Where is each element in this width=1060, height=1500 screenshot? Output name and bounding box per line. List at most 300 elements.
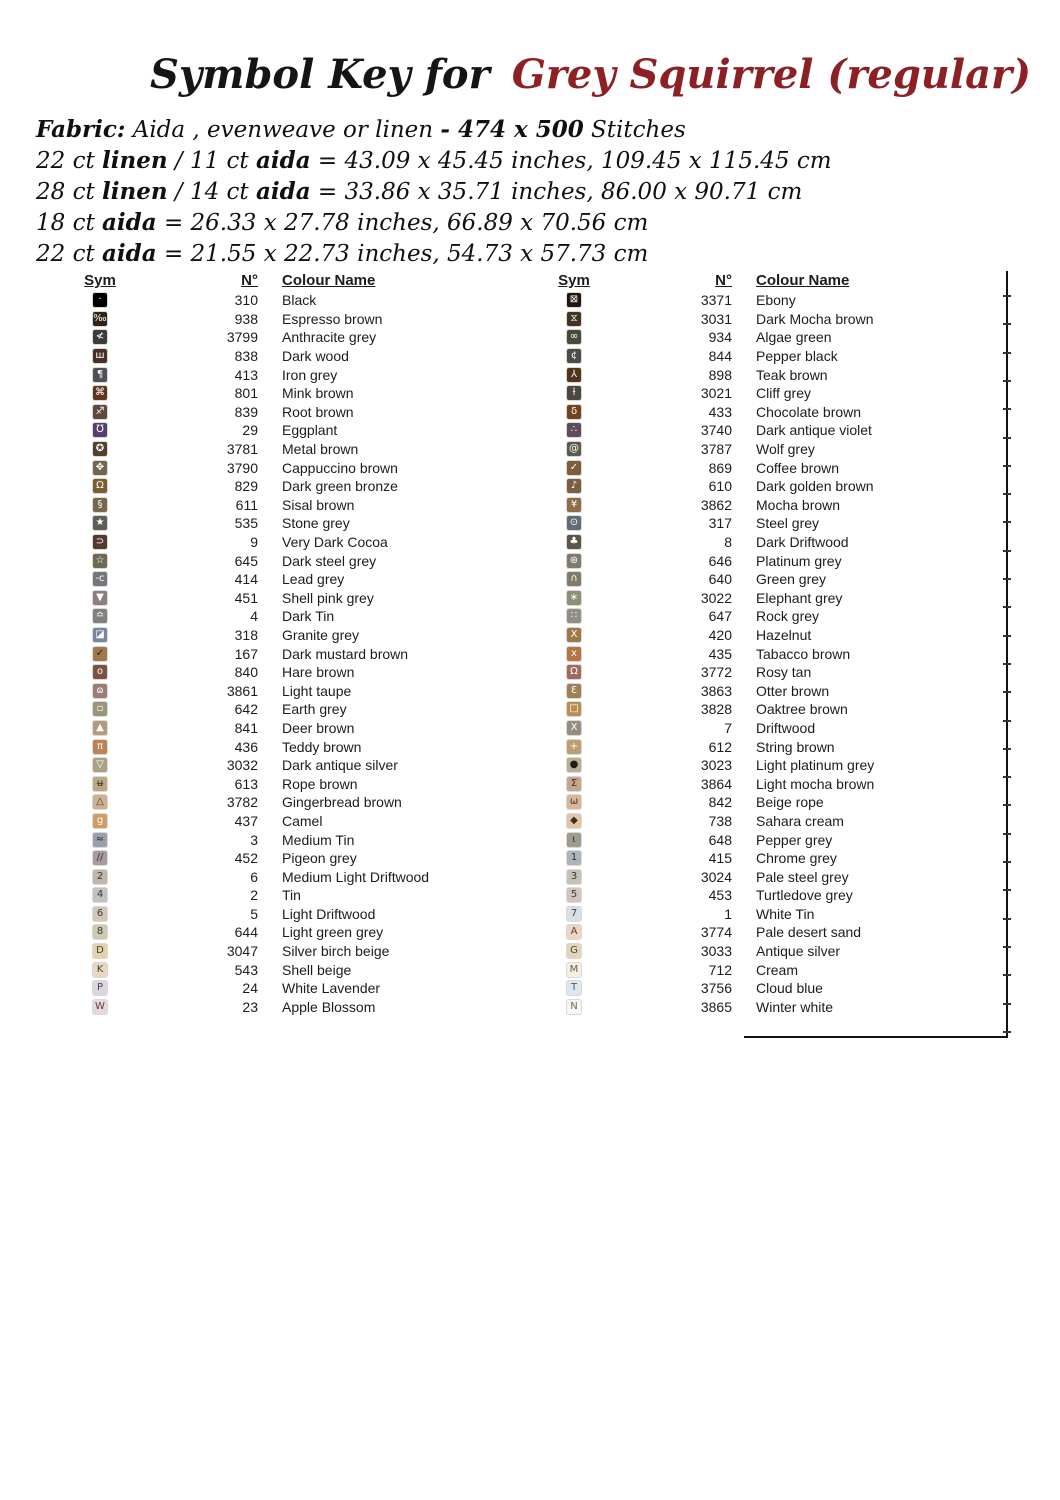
page-edge-line-vertical — [1006, 271, 1008, 1037]
symbol-swatch: ● — [567, 758, 581, 772]
symbol-row — [552, 756, 972, 775]
floss-number: 647 — [708, 608, 732, 625]
floss-number: 841 — [234, 719, 258, 736]
floss-number: 3740 — [700, 422, 732, 439]
symbol-row — [78, 942, 498, 961]
symbol-row — [552, 384, 972, 403]
symbol-cell — [552, 312, 596, 326]
symbol-cell — [78, 498, 122, 512]
floss-number: 543 — [234, 961, 258, 978]
symbol-cell — [552, 293, 596, 307]
floss-number: 3024 — [700, 868, 732, 885]
floss-number: 934 — [708, 329, 732, 346]
symbol-swatch: ≮ — [93, 330, 107, 344]
symbol-swatch: ⧖ — [567, 312, 581, 326]
floss-number: 3031 — [700, 310, 732, 327]
symbol-row — [552, 291, 972, 310]
floss-number: 24 — [242, 980, 258, 997]
edge-tick — [1003, 635, 1011, 637]
symbol-table-left — [78, 270, 498, 1016]
colour-name: Earth grey — [282, 701, 347, 718]
colour-name: Winter white — [756, 998, 834, 1015]
fabric-info — [36, 114, 936, 269]
symbol-cell — [552, 591, 596, 605]
floss-number: 7 — [724, 719, 732, 736]
symbol-swatch: ∷ — [567, 609, 581, 623]
colour-name: White Tin — [756, 905, 815, 922]
colour-name: Shell pink grey — [282, 589, 374, 606]
fabric-text-segment: 18 ct — [36, 210, 103, 236]
symbol-row — [552, 923, 972, 942]
symbol-cell — [78, 814, 122, 828]
colour-name: Pale steel grey — [756, 868, 849, 885]
colour-name: Cappuccino brown — [282, 459, 398, 476]
floss-number: 414 — [234, 571, 258, 588]
symbol-cell — [552, 740, 596, 754]
symbol-row — [78, 328, 498, 347]
fabric-text-segment: linen — [102, 147, 168, 174]
symbol-swatch: 5 — [567, 888, 581, 902]
symbol-swatch: Ɛ — [567, 684, 581, 698]
page-title — [150, 51, 1032, 98]
colour-name: Eggplant — [282, 422, 338, 439]
colour-name: Tin — [282, 887, 301, 904]
symbol-row — [78, 793, 498, 812]
symbol-swatch: ◆ — [567, 814, 581, 828]
floss-number: 3756 — [700, 980, 732, 997]
symbol-cell — [552, 814, 596, 828]
symbol-row — [552, 849, 972, 868]
header-sym: Sym — [84, 272, 116, 289]
symbol-row — [78, 291, 498, 310]
symbol-swatch: @ — [569, 443, 579, 455]
symbol-swatch: ▽ — [93, 758, 107, 772]
colour-name: Pigeon grey — [282, 850, 357, 867]
floss-number: 433 — [708, 403, 732, 420]
colour-name: Chocolate brown — [756, 403, 862, 420]
symbol-cell — [78, 647, 122, 661]
symbol-swatch: 7 — [567, 907, 581, 921]
colour-name: Metal brown — [282, 441, 359, 458]
symbol-row — [552, 496, 972, 515]
edge-tick — [1003, 861, 1011, 863]
symbol-swatch: Σ — [567, 777, 581, 791]
symbol-row — [552, 328, 972, 347]
title-pattern-name: Grey Squirrel (regular) — [511, 51, 1032, 98]
symbol-cell — [552, 368, 596, 382]
floss-number: 535 — [234, 515, 258, 532]
edge-tick — [1003, 493, 1011, 495]
fabric-text-segment: aida — [255, 147, 311, 174]
floss-number: 5 — [250, 905, 258, 922]
floss-number: 318 — [234, 626, 258, 643]
colour-name: Green grey — [756, 571, 827, 588]
symbol-cell — [552, 609, 596, 623]
symbol-swatch: ω — [567, 795, 581, 809]
symbol-cell — [78, 479, 122, 493]
symbol-swatch: ‰ — [93, 312, 107, 324]
symbol-cell — [78, 944, 122, 958]
symbol-row — [552, 942, 972, 961]
symbol-cell — [552, 944, 596, 958]
edge-tick — [1003, 550, 1011, 552]
header-colour-name: Colour Name — [282, 272, 376, 289]
edge-tick — [1003, 1003, 1011, 1005]
symbol-row — [552, 960, 972, 979]
symbol-row — [78, 774, 498, 793]
colour-name: Platinum grey — [756, 552, 842, 569]
symbol-swatch: ¶ — [93, 368, 107, 382]
symbol-swatch: □ — [567, 702, 581, 716]
table-header-row — [78, 270, 498, 291]
symbol-cell — [552, 628, 596, 642]
edge-tick — [1003, 437, 1011, 439]
symbol-cell — [552, 386, 596, 400]
edge-tick — [1003, 295, 1011, 297]
symbol-swatch: π — [93, 740, 107, 754]
colour-name: Gingerbread brown — [282, 794, 402, 811]
floss-number: 8 — [724, 534, 732, 551]
symbol-cell — [78, 609, 122, 623]
floss-number: 3862 — [700, 496, 732, 513]
fabric-line — [36, 207, 936, 238]
symbol-cell — [78, 349, 122, 363]
symbol-swatch: ≈ — [93, 833, 107, 847]
symbol-cell — [78, 405, 122, 419]
symbol-cell — [78, 665, 122, 679]
symbol-swatch: ≏ — [93, 609, 107, 623]
symbol-swatch: ƚ — [567, 386, 581, 400]
colour-name: Rock grey — [756, 608, 820, 625]
colour-name: Wolf grey — [756, 441, 815, 458]
symbol-swatch: g — [93, 814, 107, 828]
symbol-cell — [78, 386, 122, 400]
symbol-swatch: T — [567, 981, 581, 995]
edge-tick — [1003, 691, 1011, 693]
symbol-cell — [552, 777, 596, 791]
colour-name: Light mocha brown — [756, 775, 875, 792]
colour-name: Lead grey — [282, 571, 345, 588]
symbol-row — [552, 998, 972, 1017]
floss-number: 437 — [234, 812, 258, 829]
symbol-cell — [552, 981, 596, 995]
edge-tick — [1003, 663, 1011, 665]
colour-name: Ebony — [756, 292, 796, 309]
symbol-row — [552, 886, 972, 905]
symbol-row — [552, 477, 972, 496]
symbol-row — [78, 365, 498, 384]
symbol-swatch: ∞ — [567, 330, 581, 344]
floss-number: 3774 — [700, 924, 732, 941]
colour-name: Mocha brown — [756, 496, 841, 513]
floss-number: 6 — [250, 868, 258, 885]
symbol-swatch: ♐ — [93, 405, 107, 419]
floss-number: 3033 — [700, 943, 732, 960]
symbol-cell — [552, 925, 596, 939]
symbol-row — [78, 663, 498, 682]
edge-tick — [1003, 720, 1011, 722]
floss-number: 451 — [234, 589, 258, 606]
symbol-row — [552, 793, 972, 812]
symbol-table-right — [552, 270, 972, 1016]
symbol-row — [78, 719, 498, 738]
symbol-swatch: δ — [567, 405, 581, 419]
fabric-text-segment: / 14 ct — [167, 179, 256, 205]
symbol-cell — [552, 330, 596, 344]
fabric-text-segment: Stitches — [583, 117, 686, 143]
symbol-swatch: ✓ — [93, 647, 107, 661]
colour-name: Dark Mocha brown — [756, 310, 874, 327]
fabric-text-segment: linen — [102, 178, 168, 205]
colour-name: Chrome grey — [756, 850, 837, 867]
symbol-cell — [552, 349, 596, 363]
colour-name: Dark antique violet — [756, 422, 872, 439]
symbol-cell — [78, 312, 122, 326]
floss-number: 3863 — [700, 682, 732, 699]
symbol-swatch: ✪ — [93, 442, 107, 456]
symbol-cell — [78, 628, 122, 642]
symbol-cell — [552, 535, 596, 549]
symbol-row — [552, 626, 972, 645]
colour-name: Silver birch beige — [282, 943, 390, 960]
fabric-text-segment: aida — [102, 240, 157, 267]
colour-name: Light Driftwood — [282, 905, 376, 922]
edge-tick — [1003, 918, 1011, 920]
symbol-swatch: ▼ — [93, 591, 107, 605]
symbol-cell — [552, 907, 596, 921]
floss-number: 644 — [234, 924, 258, 941]
fabric-line — [36, 145, 936, 176]
fabric-text-segment: = 26.33 x 27.78 inches, 66.89 x 70.56 cm — [156, 210, 649, 236]
symbol-row — [78, 533, 498, 552]
symbol-row — [552, 774, 972, 793]
symbol-swatch: ⊙ — [567, 516, 581, 530]
floss-number: 3787 — [700, 441, 732, 458]
symbol-swatch: ♣ — [567, 535, 581, 549]
symbol-swatch: ⌘ — [95, 387, 105, 399]
symbol-cell — [552, 461, 596, 475]
edge-tick — [1003, 946, 1011, 948]
symbol-row — [552, 589, 972, 608]
colour-name: Medium Light Driftwood — [282, 868, 430, 885]
symbol-cell — [552, 405, 596, 419]
floss-number: 436 — [234, 738, 258, 755]
symbol-swatch: G — [567, 944, 581, 958]
fabric-line — [36, 114, 936, 145]
floss-number: 3023 — [700, 757, 732, 774]
fabric-text-segment: Aida , evenweave or linen — [125, 117, 441, 143]
symbol-swatch: ∴ — [567, 423, 581, 437]
symbol-swatch: ⊃ — [93, 535, 107, 549]
symbol-swatch: Ω — [93, 479, 107, 493]
colour-name: Pale desert sand — [756, 924, 862, 941]
symbol-cell — [78, 795, 122, 809]
symbol-cell — [552, 479, 596, 493]
symbol-cell — [78, 758, 122, 772]
floss-number: 898 — [708, 366, 732, 383]
fabric-text-segment: = 21.55 x 22.73 inches, 54.73 x 57.73 cm — [156, 241, 649, 267]
header-colour-name: Colour Name — [756, 272, 850, 289]
symbol-row — [78, 998, 498, 1017]
symbol-swatch: ♪ — [567, 479, 581, 493]
colour-name: White Lavender — [282, 980, 381, 997]
floss-number: 869 — [708, 459, 732, 476]
page-edge-line-bottom — [744, 1036, 1008, 1038]
colour-name: Otter brown — [756, 682, 830, 699]
symbol-swatch: 3 — [567, 870, 581, 884]
edge-tick — [1003, 804, 1011, 806]
colour-name: Black — [282, 292, 317, 309]
symbol-swatch: ▫ — [93, 702, 107, 716]
colour-name: Cream — [756, 961, 799, 978]
floss-number: 9 — [250, 534, 258, 551]
floss-number: 610 — [708, 478, 732, 495]
symbol-swatch: ☆ — [93, 554, 107, 568]
floss-number: 29 — [242, 422, 258, 439]
floss-number: 420 — [708, 626, 732, 643]
symbol-swatch: ¥ — [567, 498, 581, 512]
symbol-row — [78, 644, 498, 663]
colour-name: Cloud blue — [756, 980, 823, 997]
symbol-row — [78, 403, 498, 422]
floss-number: 646 — [708, 552, 732, 569]
floss-number: 613 — [234, 775, 258, 792]
floss-number: 167 — [234, 645, 258, 662]
floss-number: 310 — [234, 292, 258, 309]
fabric-text-segment: 22 ct — [36, 241, 103, 267]
colour-name: Iron grey — [282, 366, 338, 383]
symbol-swatch: o — [93, 665, 107, 679]
floss-number: 3371 — [700, 292, 732, 309]
symbol-cell — [552, 572, 596, 586]
colour-name: Teak brown — [756, 366, 828, 383]
colour-name: Camel — [282, 812, 323, 829]
symbol-row — [78, 905, 498, 924]
symbol-row — [78, 960, 498, 979]
colour-name: Stone grey — [282, 515, 350, 532]
symbol-swatch: M — [567, 963, 581, 977]
symbol-row — [552, 663, 972, 682]
floss-number: 3047 — [226, 943, 258, 960]
symbol-row — [552, 440, 972, 459]
symbol-swatch: K — [93, 963, 107, 977]
edge-tick — [1003, 889, 1011, 891]
symbol-swatch: ◪ — [93, 628, 107, 642]
symbol-row — [78, 607, 498, 626]
symbol-row — [78, 458, 498, 477]
symbol-swatch: -c — [93, 572, 107, 586]
symbol-cell — [78, 442, 122, 456]
symbol-cell — [78, 516, 122, 530]
symbol-row — [78, 384, 498, 403]
floss-number: 3782 — [226, 794, 258, 811]
symbol-cell — [78, 554, 122, 568]
colour-name: Dark steel grey — [282, 552, 377, 569]
floss-number: 413 — [234, 366, 258, 383]
floss-number: 3 — [250, 831, 258, 848]
symbol-cell — [552, 888, 596, 902]
symbol-cell — [552, 647, 596, 661]
fabric-text-segment: aida — [255, 178, 311, 205]
colour-name: Oaktree brown — [756, 701, 848, 718]
table-header-row — [552, 270, 972, 291]
edge-tick — [1003, 521, 1011, 523]
symbol-cell — [552, 1000, 596, 1014]
floss-number: 840 — [234, 664, 258, 681]
symbol-row — [552, 310, 972, 329]
floss-number: 3781 — [226, 441, 258, 458]
fabric-line — [36, 176, 936, 207]
fabric-text-segment: aida — [102, 209, 157, 236]
symbol-cell — [78, 423, 122, 437]
symbol-row — [552, 403, 972, 422]
symbol-swatch: ɷ — [93, 684, 107, 698]
colour-name: Dark antique silver — [282, 757, 398, 774]
symbol-row — [552, 830, 972, 849]
symbol-row — [552, 421, 972, 440]
colour-name: Antique silver — [756, 943, 841, 960]
symbol-row — [78, 812, 498, 831]
symbol-cell — [78, 963, 122, 977]
symbol-cell — [552, 442, 596, 456]
symbol-cell — [78, 368, 122, 382]
colour-name: Driftwood — [756, 719, 816, 736]
symbol-swatch: ▲ — [93, 721, 107, 735]
edge-tick — [1003, 323, 1011, 325]
symbol-swatch: ✥ — [93, 461, 107, 475]
symbol-row — [552, 737, 972, 756]
symbol-cell — [78, 907, 122, 921]
symbol-cell — [78, 925, 122, 939]
fabric-text-segment: = 43.09 x 45.45 inches, 109.45 x 115.45 cm — [310, 148, 832, 174]
symbol-cell — [552, 721, 596, 735]
symbol-row — [78, 700, 498, 719]
symbol-row — [78, 440, 498, 459]
symbol-cell — [78, 721, 122, 735]
symbol-swatch: // — [93, 851, 107, 865]
symbol-cell — [552, 516, 596, 530]
symbol-swatch: ∗ — [567, 591, 581, 605]
symbol-cell — [552, 795, 596, 809]
floss-number: 3022 — [700, 589, 732, 606]
symbol-swatch: 8 — [93, 925, 107, 939]
colour-name: Steel grey — [756, 515, 820, 532]
edge-tick — [1003, 352, 1011, 354]
symbol-swatch: ¢ — [567, 349, 581, 363]
colour-name: Very Dark Cocoa — [282, 534, 388, 551]
colour-name: Rosy tan — [756, 664, 812, 681]
colour-name: Medium Tin — [282, 831, 355, 848]
fabric-text-segment: - 474 x 500 — [440, 116, 584, 143]
symbol-swatch: ʉ — [93, 777, 107, 791]
edge-tick — [1003, 1031, 1011, 1033]
symbol-swatch: Ⅹ — [567, 721, 581, 735]
symbol-swatch: + — [567, 740, 581, 754]
floss-number: 3865 — [700, 998, 732, 1015]
colour-name: Turtledove grey — [756, 887, 853, 904]
symbol-row — [78, 496, 498, 515]
symbol-row — [78, 979, 498, 998]
edge-tick — [1003, 465, 1011, 467]
floss-number: 842 — [708, 794, 732, 811]
symbol-row — [78, 514, 498, 533]
symbol-swatch: ℧ — [93, 423, 107, 437]
floss-number: 1 — [724, 905, 732, 922]
symbol-row — [552, 551, 972, 570]
colour-name: Dark mustard brown — [282, 645, 409, 662]
symbol-swatch: ⊛ — [567, 554, 581, 568]
colour-name: Hare brown — [282, 664, 355, 681]
